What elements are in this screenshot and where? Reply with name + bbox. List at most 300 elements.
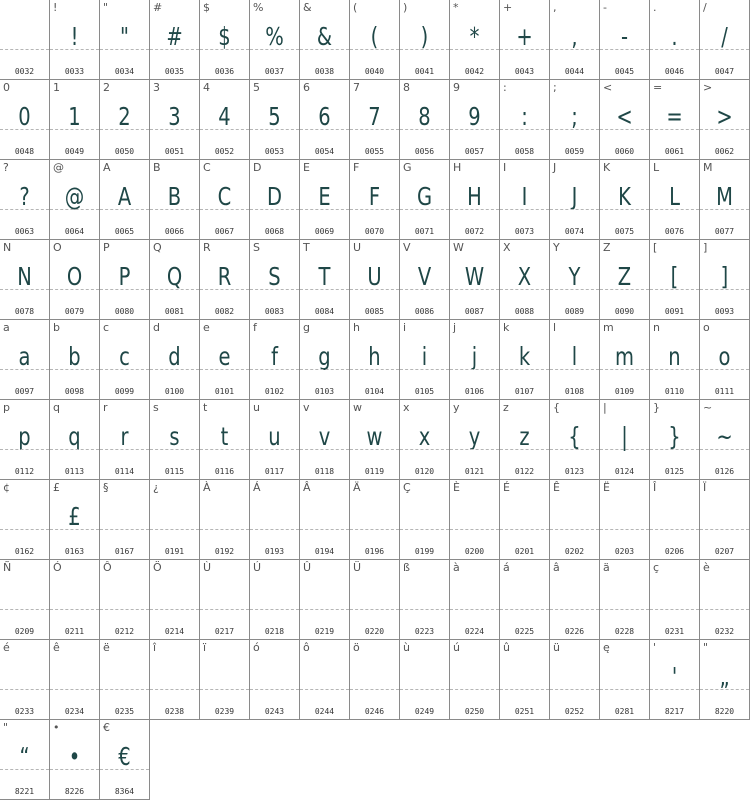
glyph-cell xyxy=(350,480,400,560)
character-code: 0120 xyxy=(414,467,435,476)
baseline-guide xyxy=(50,609,99,610)
font-glyph-sample: . xyxy=(671,22,678,51)
baseline-guide xyxy=(500,209,549,210)
font-glyph-sample: 1 xyxy=(68,102,81,131)
character-code: 0244 xyxy=(314,707,335,716)
reference-character: ö xyxy=(353,641,360,654)
character-code: 0058 xyxy=(514,147,535,156)
font-glyph-sample xyxy=(455,658,493,696)
glyph-cell xyxy=(600,560,650,640)
baseline-guide xyxy=(0,289,49,290)
font-glyph-sample: < xyxy=(616,102,633,131)
character-code: 0082 xyxy=(214,307,235,316)
font-glyph-sample xyxy=(155,658,193,696)
reference-character: v xyxy=(303,401,310,414)
character-code: 0192 xyxy=(214,547,235,556)
character-code: 0038 xyxy=(314,67,335,76)
font-glyph-sample: ! xyxy=(70,22,79,51)
character-code: 0246 xyxy=(364,707,385,716)
glyph-cell xyxy=(500,560,550,640)
character-code: 8220 xyxy=(714,707,735,716)
character-code: 0167 xyxy=(114,547,135,556)
glyph-cell xyxy=(300,80,350,160)
character-code: 0109 xyxy=(614,387,635,396)
baseline-guide xyxy=(0,209,49,210)
font-glyph-sample: w xyxy=(366,422,383,451)
reference-character: [ xyxy=(653,241,658,254)
reference-character: ; xyxy=(553,81,557,94)
character-code: 0034 xyxy=(114,67,135,76)
character-code: 0194 xyxy=(314,547,335,556)
reference-character: D xyxy=(253,161,262,174)
character-code: 0064 xyxy=(64,227,85,236)
baseline-guide xyxy=(300,49,349,50)
baseline-guide xyxy=(50,449,99,450)
font-glyph-sample: s xyxy=(169,422,180,451)
baseline-guide xyxy=(550,529,599,530)
glyph-cell xyxy=(500,0,550,80)
font-glyph-sample xyxy=(355,658,393,696)
glyph-cell xyxy=(700,480,750,560)
font-glyph-sample: U xyxy=(367,262,382,291)
baseline-guide xyxy=(650,609,699,610)
font-glyph-sample: “ xyxy=(19,742,30,771)
reference-character: Ú xyxy=(253,561,262,574)
character-code: 0055 xyxy=(364,147,385,156)
reference-character: " xyxy=(3,721,9,734)
baseline-guide xyxy=(500,289,549,290)
baseline-guide xyxy=(650,369,699,370)
reference-character: & xyxy=(303,1,312,14)
font-glyph-sample xyxy=(55,658,93,696)
reference-character: 6 xyxy=(303,81,310,94)
reference-character: W xyxy=(453,241,464,254)
font-glyph-sample: o xyxy=(718,342,731,371)
reference-character: | xyxy=(603,401,607,414)
baseline-guide xyxy=(500,689,549,690)
glyph-cell xyxy=(200,0,250,80)
reference-character: * xyxy=(453,1,459,14)
font-glyph-sample xyxy=(405,578,443,616)
reference-character: ù xyxy=(403,641,410,654)
character-code: 0049 xyxy=(64,147,85,156)
baseline-guide xyxy=(200,609,249,610)
glyph-cell xyxy=(150,560,200,640)
glyph-cell xyxy=(0,640,50,720)
character-code: 0080 xyxy=(114,307,135,316)
character-code: 0124 xyxy=(614,467,635,476)
baseline-guide xyxy=(150,49,199,50)
font-glyph-sample: 9 xyxy=(468,102,481,131)
baseline-guide xyxy=(0,529,49,530)
baseline-guide xyxy=(450,369,499,370)
glyph-cell xyxy=(650,400,700,480)
character-code: 0054 xyxy=(314,147,335,156)
character-code: 0228 xyxy=(614,627,635,636)
character-code: 8226 xyxy=(64,787,85,796)
character-code: 0207 xyxy=(714,547,735,556)
font-glyph-sample: l xyxy=(571,342,578,371)
reference-character: o xyxy=(703,321,710,334)
character-code: 0032 xyxy=(14,67,35,76)
baseline-guide xyxy=(400,449,449,450)
reference-character: n xyxy=(653,321,660,334)
reference-character: y xyxy=(453,401,460,414)
character-code: 0223 xyxy=(414,627,435,636)
character-code: 0066 xyxy=(164,227,185,236)
glyph-cell xyxy=(500,80,550,160)
font-glyph-sample xyxy=(455,498,493,536)
baseline-guide xyxy=(650,529,699,530)
baseline-guide xyxy=(100,369,149,370)
baseline-guide xyxy=(50,369,99,370)
reference-character: u xyxy=(253,401,260,414)
font-glyph-sample: F xyxy=(368,182,381,211)
glyph-cell xyxy=(300,160,350,240)
character-code: 0111 xyxy=(714,387,735,396)
baseline-guide xyxy=(150,529,199,530)
glyph-cell xyxy=(50,400,100,480)
character-code: 0104 xyxy=(364,387,385,396)
reference-character: ~ xyxy=(703,401,713,414)
font-glyph-sample: f xyxy=(271,342,278,371)
font-glyph-sample: / xyxy=(721,22,728,51)
character-code: 0105 xyxy=(414,387,435,396)
character-code: 0086 xyxy=(414,307,435,316)
reference-character: @ xyxy=(53,161,64,174)
baseline-guide xyxy=(600,689,649,690)
reference-character: ô xyxy=(303,641,310,654)
character-code: 0084 xyxy=(314,307,335,316)
reference-character: p xyxy=(3,401,10,414)
reference-character: E xyxy=(303,161,310,174)
baseline-guide xyxy=(100,49,149,50)
character-code: 0250 xyxy=(464,707,485,716)
character-code: 0069 xyxy=(314,227,335,236)
glyph-cell xyxy=(650,240,700,320)
glyph-cell xyxy=(650,320,700,400)
baseline-guide xyxy=(500,129,549,130)
character-code: 0108 xyxy=(564,387,585,396)
glyph-cell xyxy=(550,320,600,400)
character-code: 0114 xyxy=(114,467,135,476)
baseline-guide xyxy=(150,129,199,130)
font-glyph-sample: $ xyxy=(218,22,231,51)
glyph-cell xyxy=(450,560,500,640)
glyph-cell xyxy=(700,80,750,160)
baseline-guide xyxy=(700,609,749,610)
reference-character: Ï xyxy=(703,481,707,494)
baseline-guide xyxy=(250,129,299,130)
font-glyph-sample: E xyxy=(318,182,331,211)
reference-character: k xyxy=(503,321,510,334)
font-glyph-sample xyxy=(605,658,643,696)
character-code: 0225 xyxy=(514,627,535,636)
glyph-cell xyxy=(350,400,400,480)
baseline-guide xyxy=(700,49,749,50)
glyph-cell xyxy=(400,80,450,160)
baseline-guide xyxy=(350,49,399,50)
glyph-cell xyxy=(500,160,550,240)
reference-character: j xyxy=(453,321,457,334)
reference-character: s xyxy=(153,401,159,414)
reference-character: é xyxy=(3,641,10,654)
baseline-guide xyxy=(0,49,49,50)
character-code: 0231 xyxy=(664,627,685,636)
glyph-cell xyxy=(450,80,500,160)
reference-character: x xyxy=(403,401,410,414)
glyph-cell xyxy=(400,160,450,240)
baseline-guide xyxy=(300,529,349,530)
reference-character: c xyxy=(103,321,110,334)
glyph-cell xyxy=(300,560,350,640)
reference-character: ( xyxy=(353,1,358,14)
glyph-cell xyxy=(0,0,50,80)
baseline-guide xyxy=(350,129,399,130)
baseline-guide xyxy=(200,209,249,210)
baseline-guide xyxy=(200,369,249,370)
glyph-cell xyxy=(100,0,150,80)
font-glyph-sample xyxy=(505,498,543,536)
glyph-cell xyxy=(350,240,400,320)
reference-character: ? xyxy=(3,161,9,174)
baseline-guide xyxy=(100,529,149,530)
glyph-cell xyxy=(300,0,350,80)
glyph-cell xyxy=(450,240,500,320)
character-code: 0116 xyxy=(214,467,235,476)
character-code: 0046 xyxy=(664,67,685,76)
reference-character: $ xyxy=(203,1,210,14)
reference-character: ú xyxy=(453,641,460,654)
font-glyph-sample: 3 xyxy=(168,102,181,131)
character-code: 0044 xyxy=(564,67,585,76)
font-glyph-sample xyxy=(555,498,593,536)
reference-character: w xyxy=(353,401,362,414)
reference-character: £ xyxy=(53,481,60,494)
character-code: 0087 xyxy=(464,307,485,316)
character-code: 0088 xyxy=(514,307,535,316)
reference-character: g xyxy=(303,321,310,334)
baseline-guide xyxy=(700,369,749,370)
glyph-cell xyxy=(150,80,200,160)
glyph-cell xyxy=(0,560,50,640)
character-code: 0093 xyxy=(714,307,735,316)
character-code: 0107 xyxy=(514,387,535,396)
baseline-guide xyxy=(0,689,49,690)
glyph-cell xyxy=(450,480,500,560)
reference-character: " xyxy=(103,1,109,14)
glyph-cell xyxy=(450,640,500,720)
reference-character: < xyxy=(603,81,613,94)
glyph-cell xyxy=(0,160,50,240)
glyph-cell xyxy=(300,640,350,720)
reference-character: Û xyxy=(303,561,312,574)
baseline-guide xyxy=(350,289,399,290)
character-code: 0075 xyxy=(614,227,635,236)
baseline-guide xyxy=(300,209,349,210)
reference-character: Ô xyxy=(103,561,112,574)
baseline-guide xyxy=(600,209,649,210)
baseline-guide xyxy=(400,49,449,50)
baseline-guide xyxy=(50,769,99,770)
reference-character: h xyxy=(353,321,360,334)
character-code: 0073 xyxy=(514,227,535,236)
baseline-guide xyxy=(600,369,649,370)
font-glyph-sample: ] xyxy=(720,262,729,291)
font-glyph-sample: ( xyxy=(370,22,379,51)
font-glyph-sample: ) xyxy=(420,22,429,51)
reference-character: Ü xyxy=(353,561,362,574)
character-code: 0193 xyxy=(264,547,285,556)
reference-character: ) xyxy=(403,1,408,14)
font-glyph-sample: h xyxy=(368,342,381,371)
character-code: 0122 xyxy=(514,467,535,476)
glyph-cell xyxy=(300,320,350,400)
font-glyph-sample xyxy=(5,18,43,56)
glyph-cell xyxy=(50,240,100,320)
font-glyph-sample: d xyxy=(168,342,181,371)
baseline-guide xyxy=(550,689,599,690)
glyph-cell xyxy=(250,240,300,320)
baseline-guide xyxy=(300,449,349,450)
character-code: 0233 xyxy=(14,707,35,716)
font-glyph-sample: > xyxy=(716,102,733,131)
baseline-guide xyxy=(450,609,499,610)
reference-character: Ñ xyxy=(3,561,12,574)
font-glyph-sample: V xyxy=(417,262,432,291)
glyph-cell xyxy=(250,160,300,240)
reference-character: b xyxy=(53,321,60,334)
character-code: 0045 xyxy=(614,67,635,76)
font-glyph-sample: i xyxy=(421,342,428,371)
baseline-guide xyxy=(550,369,599,370)
font-glyph-sample: u xyxy=(268,422,281,451)
baseline-guide xyxy=(250,49,299,50)
reference-character: 5 xyxy=(253,81,260,94)
glyph-cell xyxy=(350,80,400,160)
font-glyph-sample: „ xyxy=(719,662,730,691)
glyph-cell xyxy=(400,560,450,640)
font-glyph-sample: T xyxy=(318,262,331,291)
font-glyph-sample: ? xyxy=(19,182,30,211)
font-glyph-sample: G xyxy=(416,182,433,211)
reference-character: Q xyxy=(153,241,162,254)
character-code: 0201 xyxy=(514,547,535,556)
baseline-guide xyxy=(550,129,599,130)
font-glyph-sample xyxy=(605,498,643,536)
baseline-guide xyxy=(450,129,499,130)
character-code: 0251 xyxy=(514,707,535,716)
reference-character: â xyxy=(553,561,560,574)
font-glyph-sample xyxy=(105,578,143,616)
glyph-cell xyxy=(600,80,650,160)
character-code: 0217 xyxy=(214,627,235,636)
glyph-cell xyxy=(200,80,250,160)
glyph-cell xyxy=(0,480,50,560)
reference-character: m xyxy=(603,321,614,334)
font-glyph-sample: a xyxy=(18,342,31,371)
character-code: 0074 xyxy=(564,227,585,236)
character-code: 0123 xyxy=(564,467,585,476)
reference-character: { xyxy=(553,401,560,414)
font-glyph-sample: = xyxy=(666,102,683,131)
glyph-cell xyxy=(350,160,400,240)
font-glyph-sample: S xyxy=(268,262,281,291)
font-glyph-sample: e xyxy=(218,342,231,371)
font-glyph-sample: J xyxy=(571,182,578,211)
character-code: 0214 xyxy=(164,627,185,636)
font-glyph-sample xyxy=(105,658,143,696)
reference-character: Z xyxy=(603,241,611,254)
reference-character: G xyxy=(403,161,412,174)
font-glyph-sample: L xyxy=(669,182,680,211)
reference-character: } xyxy=(653,401,660,414)
font-glyph-sample xyxy=(655,578,693,616)
reference-character: : xyxy=(503,81,507,94)
font-glyph-sample: • xyxy=(68,742,81,771)
reference-character: 1 xyxy=(53,81,60,94)
glyph-cell xyxy=(300,480,350,560)
character-code: 0117 xyxy=(264,467,285,476)
character-code: 0121 xyxy=(464,467,485,476)
baseline-guide xyxy=(600,49,649,50)
glyph-cell xyxy=(400,480,450,560)
font-glyph-sample: M xyxy=(716,182,733,211)
font-glyph-sample: v xyxy=(318,422,331,451)
glyph-cell xyxy=(250,400,300,480)
baseline-guide xyxy=(300,369,349,370)
glyph-cell xyxy=(700,0,750,80)
character-code: 0051 xyxy=(164,147,185,156)
baseline-guide xyxy=(0,369,49,370)
font-glyph-sample: P xyxy=(118,262,131,291)
character-code: 0234 xyxy=(64,707,85,716)
font-glyph-sample: 8 xyxy=(418,102,431,131)
character-code: 0243 xyxy=(264,707,285,716)
glyph-cell xyxy=(100,400,150,480)
reference-character: = xyxy=(653,81,663,94)
reference-character: ß xyxy=(403,561,410,574)
glyph-cell xyxy=(100,560,150,640)
character-code: 0097 xyxy=(14,387,35,396)
font-glyph-sample: Q xyxy=(166,262,183,291)
reference-character: J xyxy=(553,161,557,174)
baseline-guide xyxy=(50,49,99,50)
font-glyph-sample xyxy=(705,498,743,536)
baseline-guide xyxy=(0,129,49,130)
reference-character: q xyxy=(53,401,60,414)
baseline-guide xyxy=(450,689,499,690)
baseline-guide xyxy=(100,689,149,690)
glyph-cell xyxy=(650,0,700,80)
character-code: 0077 xyxy=(714,227,735,236)
font-glyph-sample xyxy=(555,578,593,616)
glyph-cell xyxy=(0,400,50,480)
character-code: 0043 xyxy=(514,67,535,76)
reference-character: F xyxy=(353,161,360,174)
font-glyph-sample xyxy=(255,578,293,616)
font-glyph-sample xyxy=(505,658,543,696)
glyph-cell xyxy=(200,320,250,400)
reference-character: É xyxy=(503,481,510,494)
font-glyph-sample: 7 xyxy=(368,102,381,131)
baseline-guide xyxy=(400,209,449,210)
baseline-guide xyxy=(50,209,99,210)
font-glyph-sample: m xyxy=(614,342,634,371)
baseline-guide xyxy=(50,129,99,130)
font-glyph-sample: C xyxy=(217,182,232,211)
glyph-cell xyxy=(700,400,750,480)
